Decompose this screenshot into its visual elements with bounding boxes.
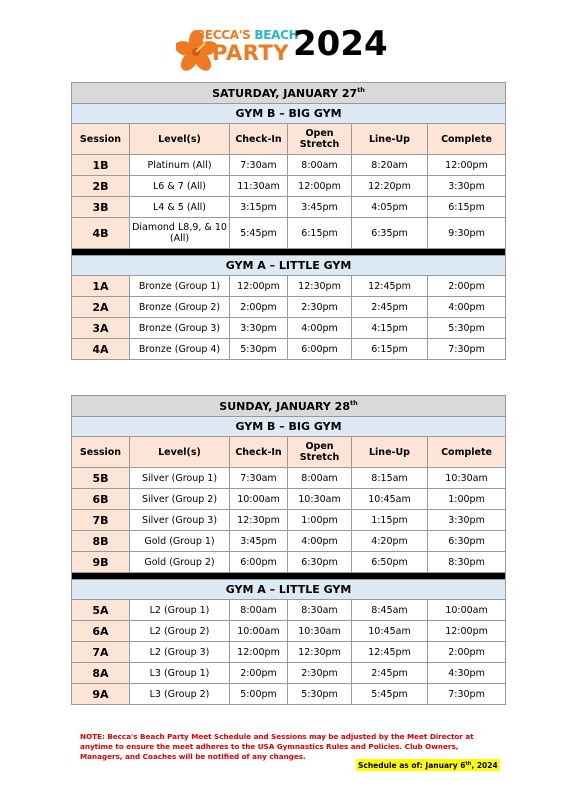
open-stretch-cell: 6:00pm [288, 339, 352, 360]
open-stretch-cell: 12:30pm [288, 276, 352, 297]
logo-text-party: PARTY [212, 41, 289, 65]
checkin-cell: 11:30am [230, 176, 288, 197]
lineup-cell: 12:45pm [352, 276, 428, 297]
table-row [72, 531, 506, 552]
lineup-cell: 8:15am [352, 468, 428, 489]
checkin-cell: 7:30am [230, 155, 288, 176]
col-lineup: Line-Up [352, 437, 428, 468]
level-cell: Silver (Group 2) [130, 489, 230, 510]
col-open-stretch: Open Stretch [288, 124, 352, 155]
complete-cell: 6:30pm [428, 531, 506, 552]
checkin-cell: 3:30pm [230, 318, 288, 339]
level-cell: Platinum (All) [130, 155, 230, 176]
rows-group [72, 600, 506, 705]
table-row [72, 552, 506, 573]
checkin-cell: 8:00am [230, 600, 288, 621]
table-row [72, 642, 506, 663]
header [0, 22, 576, 76]
lineup-cell: 2:45pm [352, 297, 428, 318]
gym-heading: GYM B – BIG GYM [72, 417, 506, 437]
table-row [72, 276, 506, 297]
complete-cell: 12:00pm [428, 621, 506, 642]
open-stretch-cell: 2:30pm [288, 663, 352, 684]
complete-cell: 10:30am [428, 468, 506, 489]
lineup-cell: 8:20am [352, 155, 428, 176]
session-cell: 7A [72, 642, 130, 663]
col-session: Session [72, 124, 130, 155]
rows-group [72, 468, 506, 573]
gym-heading: GYM B – BIG GYM [72, 104, 506, 124]
open-stretch-cell: 6:30pm [288, 552, 352, 573]
checkin-cell: 2:00pm [230, 297, 288, 318]
table-row [72, 489, 506, 510]
checkin-cell: 12:00pm [230, 642, 288, 663]
table-row [72, 600, 506, 621]
open-stretch-cell: 5:30pm [288, 684, 352, 705]
session-cell: 3B [72, 197, 130, 218]
session-cell: 9B [72, 552, 130, 573]
table-row [72, 510, 506, 531]
level-cell: L2 (Group 1) [130, 600, 230, 621]
complete-cell: 2:00pm [428, 276, 506, 297]
level-cell: L4 & 5 (All) [130, 197, 230, 218]
table-row [72, 197, 506, 218]
level-cell: L3 (Group 2) [130, 684, 230, 705]
open-stretch-cell: 12:00pm [288, 176, 352, 197]
session-cell: 5A [72, 600, 130, 621]
col-lineup: Line-Up [352, 124, 428, 155]
separator [72, 249, 506, 256]
checkin-cell: 12:00pm [230, 276, 288, 297]
session-cell: 5B [72, 468, 130, 489]
col-checkin: Check-In [230, 124, 288, 155]
session-cell: 1A [72, 276, 130, 297]
session-cell: 4B [72, 218, 130, 249]
session-cell: 2B [72, 176, 130, 197]
checkin-cell: 3:45pm [230, 531, 288, 552]
session-cell: 3A [72, 318, 130, 339]
complete-cell: 5:30pm [428, 318, 506, 339]
checkin-cell: 10:00am [230, 489, 288, 510]
day-heading-saturday: SATURDAY, JANUARY 27th [72, 83, 506, 104]
open-stretch-cell: 8:00am [288, 155, 352, 176]
session-cell: 9A [72, 684, 130, 705]
table-row [72, 218, 506, 249]
complete-cell: 12:00pm [428, 155, 506, 176]
level-cell: Gold (Group 1) [130, 531, 230, 552]
gym-heading: GYM A – LITTLE GYM [72, 256, 506, 276]
col-level: Level(s) [130, 437, 230, 468]
table-row [72, 468, 506, 489]
level-cell: Silver (Group 1) [130, 468, 230, 489]
sunday-schedule-table [71, 395, 506, 705]
complete-cell: 4:30pm [428, 663, 506, 684]
checkin-cell: 6:00pm [230, 552, 288, 573]
gym-heading: GYM A – LITTLE GYM [72, 580, 506, 600]
col-session: Session [72, 437, 130, 468]
checkin-cell: 3:15pm [230, 197, 288, 218]
open-stretch-cell: 10:30am [288, 489, 352, 510]
column-header-row [72, 437, 506, 468]
checkin-cell: 10:00am [230, 621, 288, 642]
checkin-cell: 5:45pm [230, 218, 288, 249]
complete-cell: 3:30pm [428, 510, 506, 531]
year-title: 2024 [293, 24, 388, 64]
open-stretch-cell: 8:00am [288, 468, 352, 489]
lineup-cell: 4:20pm [352, 531, 428, 552]
session-cell: 4A [72, 339, 130, 360]
complete-cell: 8:30pm [428, 552, 506, 573]
lineup-cell: 10:45am [352, 489, 428, 510]
rows-group [72, 276, 506, 360]
level-cell: Bronze (Group 3) [130, 318, 230, 339]
open-stretch-cell: 10:30am [288, 621, 352, 642]
lineup-cell: 6:50pm [352, 552, 428, 573]
level-cell: Gold (Group 2) [130, 552, 230, 573]
day-heading-sunday: SUNDAY, JANUARY 28th [72, 396, 506, 417]
complete-cell: 2:00pm [428, 642, 506, 663]
logo-text-top: BECCA'S BEACH [196, 28, 299, 42]
complete-cell: 4:00pm [428, 297, 506, 318]
complete-cell: 6:15pm [428, 197, 506, 218]
level-cell: L2 (Group 3) [130, 642, 230, 663]
table-row [72, 318, 506, 339]
checkin-cell: 5:30pm [230, 339, 288, 360]
rows-group [72, 155, 506, 249]
col-level: Level(s) [130, 124, 230, 155]
complete-cell: 7:30pm [428, 684, 506, 705]
col-complete: Complete [428, 124, 506, 155]
table-row [72, 663, 506, 684]
lineup-cell: 4:05pm [352, 197, 428, 218]
open-stretch-cell: 12:30pm [288, 642, 352, 663]
schedule-as-of: Schedule as of: January 6th, 2024 [358, 761, 498, 770]
level-cell: L2 (Group 2) [130, 621, 230, 642]
column-header-row [72, 124, 506, 155]
lineup-cell: 1:15pm [352, 510, 428, 531]
schedule-note: NOTE: Becca's Beach Party Meet Schedule and Sessions may be adjusted by the Meet Director at anytime to ensure the meet adheres to the USA Gymnastics Rules and Policies. Club Owners, Managers, and Coaches will be notified of any changes. [80, 732, 474, 761]
session-cell: 6A [72, 621, 130, 642]
table-row [72, 155, 506, 176]
lineup-cell: 6:35pm [352, 218, 428, 249]
level-cell: L3 (Group 1) [130, 663, 230, 684]
level-cell: Bronze (Group 1) [130, 276, 230, 297]
lineup-cell: 10:45am [352, 621, 428, 642]
complete-cell: 3:30pm [428, 176, 506, 197]
checkin-cell: 12:30pm [230, 510, 288, 531]
table-row [72, 339, 506, 360]
checkin-cell: 5:00pm [230, 684, 288, 705]
level-cell: Silver (Group 3) [130, 510, 230, 531]
open-stretch-cell: 6:15pm [288, 218, 352, 249]
level-cell: Bronze (Group 4) [130, 339, 230, 360]
session-cell: 8B [72, 531, 130, 552]
col-complete: Complete [428, 437, 506, 468]
checkin-cell: 7:30am [230, 468, 288, 489]
open-stretch-cell: 8:30am [288, 600, 352, 621]
complete-cell: 9:30pm [428, 218, 506, 249]
lineup-cell: 12:20pm [352, 176, 428, 197]
checkin-cell: 2:00pm [230, 663, 288, 684]
level-cell: L6 & 7 (All) [130, 176, 230, 197]
lineup-cell: 4:15pm [352, 318, 428, 339]
complete-cell: 1:00pm [428, 489, 506, 510]
level-cell: Bronze (Group 2) [130, 297, 230, 318]
open-stretch-cell: 3:45pm [288, 197, 352, 218]
open-stretch-cell: 1:00pm [288, 510, 352, 531]
lineup-cell: 12:45pm [352, 642, 428, 663]
col-open-stretch: Open Stretch [288, 437, 352, 468]
table-row [72, 297, 506, 318]
table-row [72, 684, 506, 705]
complete-cell: 10:00am [428, 600, 506, 621]
session-cell: 8A [72, 663, 130, 684]
table-row [72, 621, 506, 642]
lineup-cell: 6:15pm [352, 339, 428, 360]
separator [72, 573, 506, 580]
session-cell: 7B [72, 510, 130, 531]
open-stretch-cell: 4:00pm [288, 531, 352, 552]
saturday-schedule-table [71, 82, 506, 360]
open-stretch-cell: 4:00pm [288, 318, 352, 339]
table-row [72, 176, 506, 197]
col-checkin: Check-In [230, 437, 288, 468]
level-cell: Diamond L8,9, & 10 (All) [130, 218, 230, 249]
session-cell: 1B [72, 155, 130, 176]
lineup-cell: 5:45pm [352, 684, 428, 705]
lineup-cell: 8:45am [352, 600, 428, 621]
session-cell: 2A [72, 297, 130, 318]
complete-cell: 7:30pm [428, 339, 506, 360]
lineup-cell: 2:45pm [352, 663, 428, 684]
open-stretch-cell: 2:30pm [288, 297, 352, 318]
session-cell: 6B [72, 489, 130, 510]
